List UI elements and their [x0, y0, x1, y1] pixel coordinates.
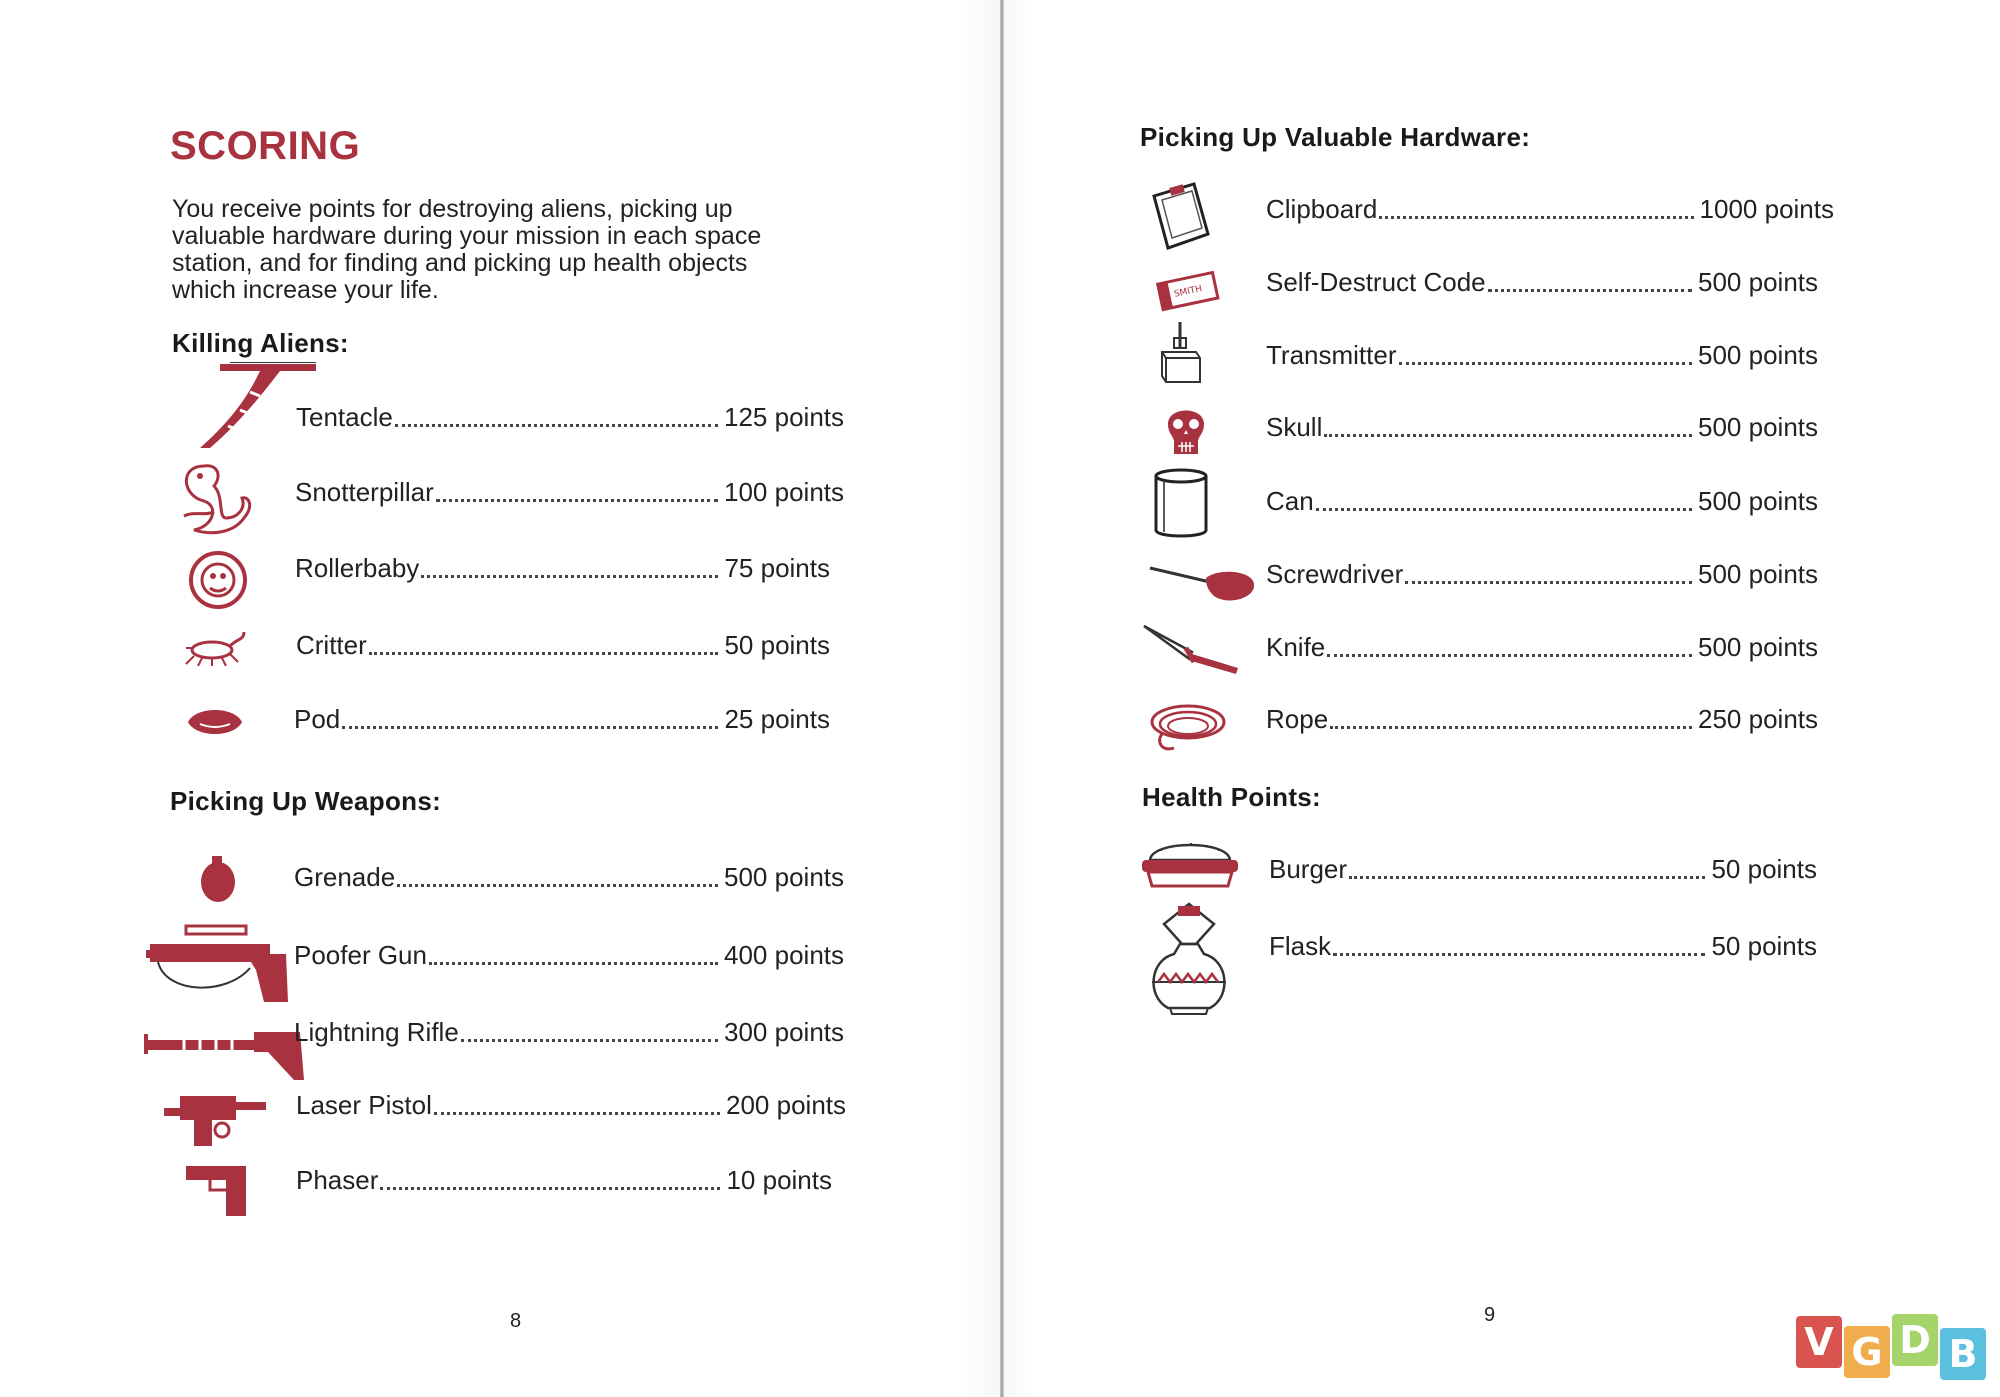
- leader-dots: [434, 1112, 720, 1115]
- leader-dots: [429, 962, 718, 965]
- item-points: 125 points: [724, 402, 844, 432]
- leader-dots: [1399, 362, 1693, 365]
- item-points: 25 points: [724, 704, 830, 734]
- item-points: 75 points: [724, 553, 830, 583]
- page-number: 9: [1484, 1304, 1496, 1326]
- list-item: [1266, 412, 1818, 443]
- transmitter-icon: [1156, 320, 1206, 386]
- item-points: 50 points: [724, 630, 830, 660]
- list-item: [294, 862, 844, 893]
- list-item: [1266, 340, 1818, 371]
- leader-dots: [1405, 581, 1692, 584]
- list-item: [295, 477, 844, 508]
- leader-dots: [397, 884, 718, 887]
- intro-line: which increase your life.: [172, 276, 439, 304]
- leader-dots: [1333, 953, 1705, 956]
- list-item: [1269, 854, 1817, 885]
- list-item: [294, 940, 844, 971]
- list-item: [1266, 632, 1818, 663]
- item-name: Snotterpillar: [295, 477, 434, 507]
- list-item: [296, 1165, 832, 1196]
- phaser-icon: [186, 1164, 248, 1216]
- page-number: 8: [510, 1310, 522, 1332]
- intro-line: You receive points for destroying aliens, picking up: [172, 195, 733, 223]
- vgdb-tile-b: B: [1940, 1328, 1986, 1380]
- leader-dots: [1330, 726, 1692, 729]
- weapons-heading: Picking Up Weapons:: [170, 786, 442, 816]
- item-points: 500 points: [1698, 559, 1818, 589]
- item-name: Poofer Gun: [294, 940, 427, 970]
- item-points: 1000 points: [1699, 194, 1834, 224]
- list-item: [294, 1017, 844, 1048]
- item-points: 500 points: [1698, 632, 1818, 662]
- skull-icon: [1164, 402, 1208, 458]
- leader-dots: [1488, 289, 1692, 292]
- item-name: Self-Destruct Code: [1266, 267, 1486, 297]
- right-page: [1004, 0, 2000, 1397]
- list-item: [296, 1090, 846, 1121]
- leader-dots: [342, 726, 718, 729]
- item-points: 10 points: [726, 1165, 832, 1195]
- list-item: [1266, 486, 1818, 517]
- item-name: Phaser: [296, 1165, 379, 1195]
- vgdb-watermark-logo: [1796, 1312, 1996, 1382]
- item-name: Rope: [1266, 704, 1329, 734]
- can-icon: [1152, 468, 1210, 540]
- item-name: Transmitter: [1266, 340, 1397, 370]
- snotterpillar-icon: [174, 456, 264, 536]
- item-name: Grenade: [294, 862, 396, 892]
- leader-dots: [380, 1187, 720, 1190]
- list-item: [294, 704, 830, 735]
- leader-dots: [369, 652, 719, 655]
- flask-icon: [1144, 900, 1234, 1016]
- leader-dots: [1327, 654, 1692, 657]
- item-points: 500 points: [1698, 340, 1818, 370]
- self-destruct-code-icon: [1156, 270, 1220, 314]
- item-name: Can: [1266, 486, 1314, 516]
- list-item: [295, 553, 830, 584]
- burger-icon: [1140, 836, 1240, 890]
- leader-dots: [1349, 876, 1705, 879]
- intro-line: station, and for finding and picking up health objects: [172, 249, 748, 277]
- leader-dots: [436, 499, 718, 502]
- item-points: 200 points: [726, 1090, 846, 1120]
- lightning-rifle-icon: [144, 1026, 310, 1082]
- item-points: 50 points: [1711, 931, 1817, 961]
- item-name: Lightning Rifle: [294, 1017, 459, 1047]
- item-points: 250 points: [1698, 704, 1818, 734]
- item-name: Tentacle: [296, 402, 393, 432]
- pod-icon: [186, 704, 244, 740]
- list-item: [1269, 931, 1817, 962]
- screwdriver-icon: [1148, 560, 1258, 610]
- item-points: 500 points: [1698, 412, 1818, 442]
- leader-dots: [1316, 508, 1692, 511]
- page-title: SCORING: [170, 124, 361, 168]
- list-item: [296, 402, 844, 433]
- hardware-heading: Picking Up Valuable Hardware:: [1140, 122, 1531, 152]
- leader-dots: [461, 1039, 718, 1042]
- poofer-gun-icon: [146, 924, 292, 1004]
- item-name: Skull: [1266, 412, 1323, 442]
- leader-dots: [395, 424, 718, 427]
- leader-dots: [421, 575, 718, 578]
- rope-icon: [1148, 696, 1230, 756]
- item-points: 500 points: [724, 862, 844, 892]
- intro-paragraph: [172, 196, 832, 304]
- clipboard-icon: [1150, 180, 1212, 252]
- list-item: [1266, 194, 1834, 225]
- item-name: Flask: [1269, 931, 1332, 961]
- item-points: 500 points: [1698, 486, 1818, 516]
- item-name: Critter: [296, 630, 367, 660]
- health-heading: Health Points:: [1142, 782, 1321, 812]
- vgdb-tile-g: G: [1844, 1326, 1890, 1378]
- item-name: Laser Pistol: [296, 1090, 432, 1120]
- item-name: Knife: [1266, 632, 1326, 662]
- item-name: Burger: [1269, 854, 1348, 884]
- item-points: 400 points: [724, 940, 844, 970]
- vgdb-tile-d: D: [1892, 1314, 1938, 1366]
- rollerbaby-icon: [186, 548, 250, 612]
- item-points: 500 points: [1698, 267, 1818, 297]
- item-points: 300 points: [724, 1017, 844, 1047]
- item-name: Screwdriver: [1266, 559, 1404, 589]
- leader-dots: [1379, 216, 1693, 219]
- knife-icon: [1142, 622, 1242, 674]
- item-name: Clipboard: [1266, 194, 1378, 224]
- list-item: [296, 630, 830, 661]
- item-points: 100 points: [724, 477, 844, 507]
- vgdb-tile-v: V: [1796, 1316, 1842, 1368]
- grenade-icon: [196, 852, 240, 904]
- item-name: Rollerbaby: [295, 553, 420, 583]
- critter-icon: [182, 628, 248, 666]
- laser-pistol-icon: [164, 1092, 268, 1146]
- card-text: SMITH: [1173, 284, 1204, 300]
- list-item: [1266, 267, 1818, 298]
- item-points: 50 points: [1711, 854, 1817, 884]
- item-name: Pod: [294, 704, 341, 734]
- intro-line: valuable hardware during your mission in each space: [172, 222, 762, 250]
- leader-dots: [1324, 434, 1692, 437]
- list-item: [1266, 704, 1818, 735]
- killing-aliens-heading: Killing Aliens:: [172, 328, 349, 358]
- list-item: [1266, 559, 1818, 590]
